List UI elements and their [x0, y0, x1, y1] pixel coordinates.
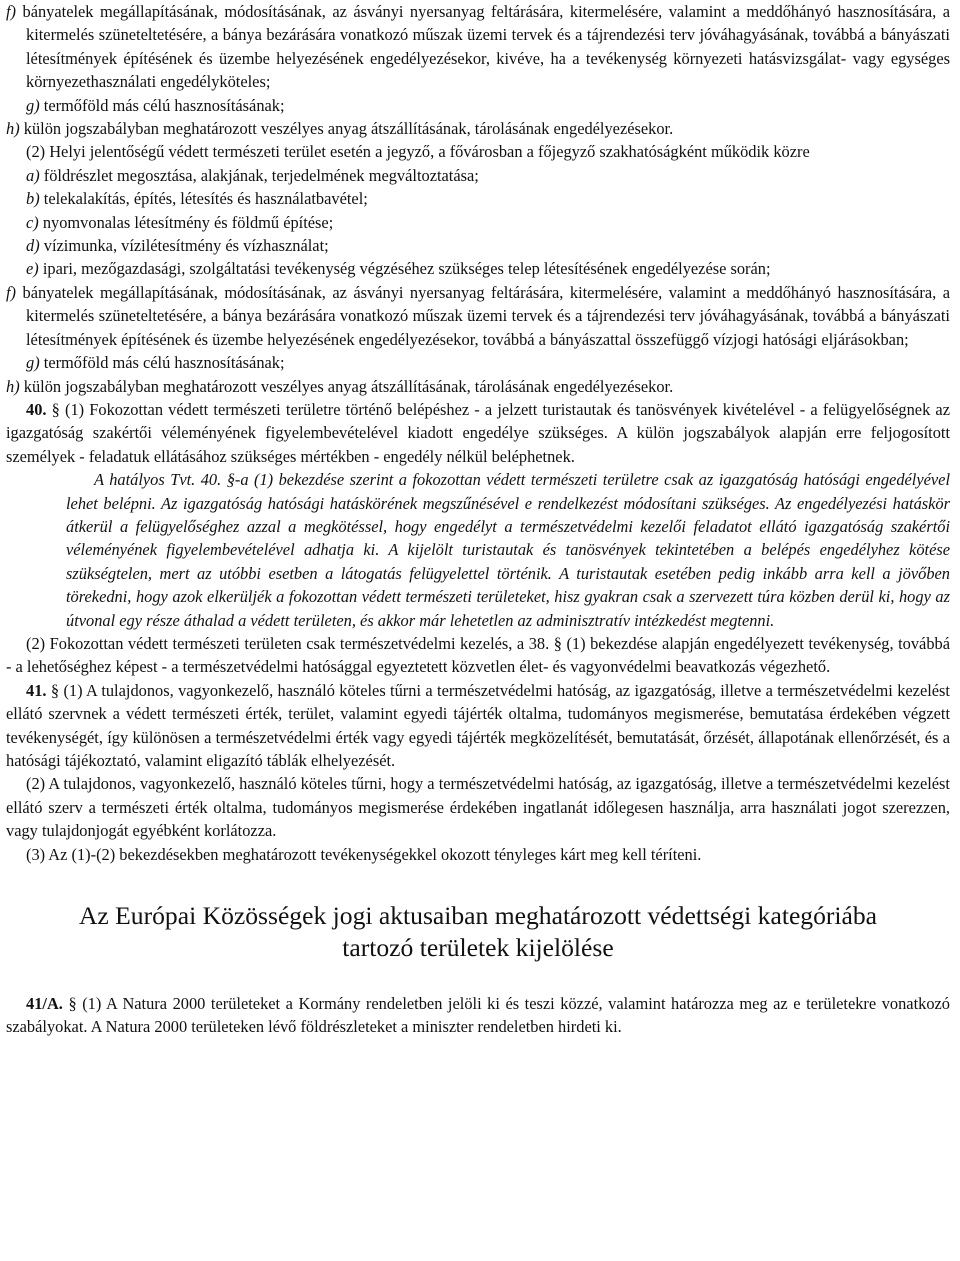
intro-item-g — [6, 94, 950, 117]
item-letter: e) — [26, 259, 39, 279]
item-letter: f) — [6, 282, 17, 302]
item-text: bányatelek megállapításának, módosításának, az ásványi nyersanyag feltárására, kitermelésére, valamint a meddőhányó hasznosítására, a kitermelés szüneteltetésére, a bánya bezárására vonatkozó műszak üzemi tervek és a tájrendezési terv jóváhagyásának, továbbá a bányászati létesítmények építésének és üzembe helyezésének engedélyezésekor, továbbá a bányászattal összefüggő vízjogi hatósági eljárásokban; — [22, 282, 950, 349]
intro-item-f — [6, 0, 950, 94]
item-letter: f) — [6, 2, 17, 21]
para2-lead: (2) Helyi jelentőségű védett természeti terület esetén a jegyző, a fővárosban a főjegyző szakhatóságként működik közre — [26, 142, 810, 162]
item-text: ipari, mezőgazdasági, szolgáltatási tevékenység végzéséhez szükséges telep létesítésének engedélyezése során; — [42, 259, 771, 279]
item-text: termőföld más célú hasznosításának; — [43, 95, 285, 115]
item-text: bányatelek megállapításának, módosításának, az ásványi nyersanyag feltárására, kitermelésére, valamint a meddőhányó hasznosítására, a kitermelés szüneteltetésére, a bánya bezárására vonatkozó műszak üzemi tervek és a tájrendezési terv jóváhagyásának, továbbá a bányászati létesítmények építésének és üzembe helyezésének engedélyezésekor, kivéve, ha a tevékenység környezeti hatásvizsgálat- vagy egységes környezethasználati engedélyköteles; — [22, 2, 950, 92]
item-text: külön jogszabályban meghatározott veszélyes anyag átszállításának, tárolásának engedélyezésekor. — [23, 376, 674, 396]
para2-item-d — [6, 234, 950, 257]
section-40-note: A hatályos Tvt. 40. §-a (1) bekezdése szerint a fokozottan védett természeti területre csak az igazgatóság hatósági engedélyével lehet belépni. Az igazgatóság hatósági hatáskörének megszűnésével e rendelkezést módosítani szükséges. Az engedélyezési hatáskör átkerül a felügyelőséghez azzal a megkötéssel, hogy engedélyt a természetvédelmi kezelői feladatot ellátó igazgatóság szakértői véleményének figyelembevételével adhatja ki. A kijelölt turistautak és tanösvények tekintetében a belépés engedélyhez kötése szükségtelen, mert az utóbbi esetben a látogatás felügyelettel történik. A turistautak esetében pedig inkább arra kell a jövőben törekedni, hogy azok elkerüljék a fokozottan védett természeti területeket, hisz gyakran csak a szervezett túra közben derül ki, hogy az útvonal egy része áthalad a védett területen, és akkor már lehetetlen az adminisztratív intézkedést megtenni. — [66, 470, 950, 630]
section-41-p2: (2) A tulajdonos, vagyonkezelő, használó köteles tűrni, hogy a természetvédelmi hatóság, az igazgatóság, illetve a természetvédelmi kezelést ellátó szerv a természeti érték oltalma, tudományos megismerése érdekében ingatlanát időlegesen használja, arra használati jogot szerezzen, vagy tulajdonjogát egyébként korlátozza. — [6, 774, 950, 841]
item-letter: g) — [26, 95, 40, 115]
item-letter: g) — [26, 353, 40, 373]
item-text: telekalakítás, építés, létesítés és használatbavétel; — [43, 189, 368, 209]
para2-item-b — [6, 187, 950, 210]
intro-item-h — [6, 117, 950, 140]
item-text: termőföld más célú hasznosításának; — [43, 353, 285, 373]
para2-item-e — [6, 257, 950, 280]
section-41-p3: (3) Az (1)-(2) bekezdésekben meghatározott tevékenységekkel okozott tényleges kárt meg kell téríteni. — [26, 844, 702, 864]
para2-item-a — [6, 164, 950, 187]
section-41a-p1 — [6, 992, 950, 1039]
item-letter: h) — [6, 376, 20, 396]
item-text: külön jogszabályban meghatározott veszélyes anyag átszállításának, tárolásának engedélyezésekor. — [23, 119, 674, 139]
item-text: földrészlet megosztása, alakjának, terjedelmének megváltoztatása; — [43, 165, 479, 185]
section-number: 41. — [26, 680, 47, 700]
item-letter: b) — [26, 189, 40, 209]
para2-item-h — [6, 375, 950, 398]
section-text: § (1) Fokozottan védett természeti területre történő belépéshez - a jelzett turistautak és tanösvények kivételével - a felügyelőségnek az igazgatóság szakértői véleményének figyelembevételével kiadott engedélye szükséges. A külön jogszabályok alapján erre feljogosított személyek - feladatuk ellátásához szükséges mértékben - engedély nélkül beléphetnek. — [6, 399, 950, 466]
item-text: vízimunka, vízilétesítmény és vízhasználat; — [43, 236, 329, 256]
section-40-p2: (2) Fokozottan védett természeti területen csak természetvédelmi kezelés, a 38. § (1) bekezdése alapján engedélyezett tevékenység, továbbá - a lehetőséghez képest - a természetvédelmi hatósággal egyeztetett közvetlen élet- és vagyonvédelmi beavatkozás végezhető. — [6, 633, 950, 677]
item-text: nyomvonalas létesítmény és földmű építése; — [42, 212, 334, 232]
para2-item-g — [6, 351, 950, 374]
para2-item-f — [6, 281, 950, 351]
section-41-p1 — [6, 679, 950, 773]
item-letter: d) — [26, 236, 40, 256]
section-text: § (1) A tulajdonos, vagyonkezelő, használó köteles tűrni a természetvédelmi hatóság, az igazgatóság, illetve a természetvédelmi kezelést ellátó szervnek a védett természeti érték, terület, valamint egyedi tájérték oltalma, tudományos megismerése, bemutatása érdekében végzett tevékenységét, így különösen a természetvédelmi érték vagy egyedi tájérték megközelítését, bemutatását, őrzését, állapotának ellenőrzését, és a hatósági tájékoztató, valamint eligazító táblák elhelyezését. — [6, 680, 950, 770]
para2-item-c — [6, 211, 950, 234]
section-number: 40. — [26, 399, 47, 419]
section-text: § (1) A Natura 2000 területeket a Kormány rendeletben jelöli ki és teszi közzé, valamint határozza meg az e területekre vonatkozó szabályokat. A Natura 2000 területeken lévő földrészleteket a miniszter rendeletben hirdeti ki. — [6, 994, 950, 1037]
section-heading: Az Európai Közösségek jogi aktusaiban meghatározott védettségi kategóriába tartozó területek kijelölése — [78, 901, 878, 963]
item-letter: h) — [6, 119, 20, 139]
section-40-p1 — [6, 398, 950, 468]
section-number: 41/A. — [26, 994, 63, 1014]
item-letter: a) — [26, 165, 40, 185]
item-letter: c) — [26, 212, 39, 232]
